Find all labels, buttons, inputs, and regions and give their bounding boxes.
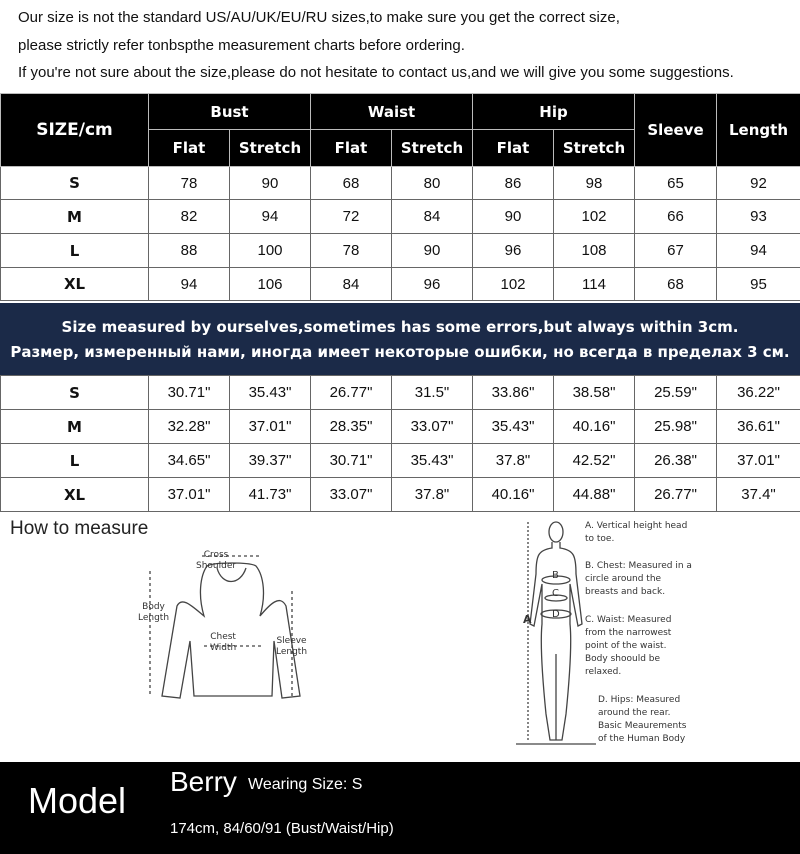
hip-stretch-cell: 98 <box>554 167 635 200</box>
model-wearing-size: Wearing Size: S <box>248 776 363 793</box>
length-cell: 37.01" <box>717 444 800 478</box>
size-label: L <box>1 234 149 268</box>
length-cell: 95 <box>717 268 800 301</box>
waist-flat-cell: 30.71" <box>311 444 392 478</box>
waist-flat-cell: 26.77" <box>311 376 392 410</box>
cm-size-row <box>1 234 800 268</box>
hip-stretch-header: Stretch <box>554 130 635 167</box>
waist-flat-cell: 33.07" <box>311 478 392 512</box>
sweater-diagram <box>132 546 362 716</box>
length-header: Length <box>717 94 800 167</box>
hip-flat-cell: 86 <box>473 167 554 200</box>
inch-size-row <box>1 444 800 478</box>
sleeve-cell: 65 <box>635 167 717 200</box>
bust-stretch-cell: 94 <box>230 200 311 234</box>
hip-flat-cell: 96 <box>473 234 554 268</box>
waist-stretch-cell: 37.8" <box>392 478 473 512</box>
inch-size-row <box>1 376 800 410</box>
notice-line-ru: Размер, измеренный нами, иногда имеет некоторые ошибки, но всегда в пределах 3 см. <box>10 343 790 361</box>
bust-flat-cell: 30.71" <box>149 376 230 410</box>
size-label: M <box>1 410 149 444</box>
waist-stretch-cell: 80 <box>392 167 473 200</box>
hip-flat-cell: 102 <box>473 268 554 301</box>
hip-stretch-cell: 40.16" <box>554 410 635 444</box>
model-label: Model <box>28 780 127 821</box>
size-label: S <box>1 167 149 200</box>
waist-header: Waist <box>311 94 473 130</box>
bust-stretch-cell: 37.01" <box>230 410 311 444</box>
length-cell: 36.61" <box>717 410 800 444</box>
hip-stretch-cell: 102 <box>554 200 635 234</box>
size-label: L <box>1 444 149 478</box>
note-b: B. Chest: Measured in a circle around the breasts and back. <box>585 561 692 597</box>
sweater-outline <box>162 563 300 698</box>
length-cell: 36.22" <box>717 376 800 410</box>
note-d: D. Hips: Measured around the rear. Basic Meaurements of the Human Body <box>598 695 687 744</box>
model-info-bar <box>0 762 800 854</box>
waist-flat-cell: 78 <box>311 234 392 268</box>
hip-flat-header: Flat <box>473 130 554 167</box>
sleeve-cell: 66 <box>635 200 717 234</box>
waist-stretch-cell: 33.07" <box>392 410 473 444</box>
notice-line-en: Size measured by ourselves,sometimes has some errors,but always within 3cm. <box>61 318 739 336</box>
size-label: M <box>1 200 149 234</box>
inch-size-row <box>1 410 800 444</box>
bust-flat-header: Flat <box>149 130 230 167</box>
marker-c: C <box>552 588 559 599</box>
cm-size-row <box>1 268 800 301</box>
bust-stretch-cell: 41.73" <box>230 478 311 512</box>
length-cell: 94 <box>717 234 800 268</box>
waist-flat-cell: 72 <box>311 200 392 234</box>
intro-text <box>0 0 800 94</box>
bust-stretch-header: Stretch <box>230 130 311 167</box>
hip-flat-cell: 33.86" <box>473 376 554 410</box>
bust-flat-cell: 94 <box>149 268 230 301</box>
waist-stretch-cell: 96 <box>392 268 473 301</box>
length-cell: 37.4" <box>717 478 800 512</box>
hip-stretch-cell: 108 <box>554 234 635 268</box>
note-a: A. Vertical height head to toe. <box>585 521 688 544</box>
waist-flat-cell: 68 <box>311 167 392 200</box>
size-label: XL <box>1 478 149 512</box>
note-c: C. Waist: Measured from the narrowest point of the waist. Body shoould be relaxed. <box>585 615 672 677</box>
bust-flat-cell: 34.65" <box>149 444 230 478</box>
model-measurements: 174cm, 84/60/91 (Bust/Waist/Hip) <box>170 820 394 837</box>
bust-stretch-cell: 35.43" <box>230 376 311 410</box>
waist-flat-cell: 84 <box>311 268 392 301</box>
intro-line-1: Our size is not the standard US/AU/UK/EU/RU sizes,to make sure you get the correct size, <box>18 9 620 26</box>
bust-stretch-cell: 90 <box>230 167 311 200</box>
cm-size-row <box>1 167 800 200</box>
model-name: Berry <box>170 766 237 797</box>
length-cell: 92 <box>717 167 800 200</box>
hip-flat-cell: 40.16" <box>473 478 554 512</box>
length-cell: 93 <box>717 200 800 234</box>
bust-flat-cell: 32.28" <box>149 410 230 444</box>
waist-stretch-cell: 84 <box>392 200 473 234</box>
size-header: SIZE/cm <box>1 94 149 167</box>
bust-flat-cell: 78 <box>149 167 230 200</box>
sleeve-cell: 26.77" <box>635 478 717 512</box>
bust-flat-cell: 37.01" <box>149 478 230 512</box>
chest-width-label: Chest Width <box>210 632 237 653</box>
waist-flat-header: Flat <box>311 130 392 167</box>
intro-line-2: please strictly refer tonbspthe measurement charts before ordering. <box>18 37 465 54</box>
bust-flat-cell: 82 <box>149 200 230 234</box>
waist-stretch-cell: 35.43" <box>392 444 473 478</box>
intro-line-3: If you're not sure about the size,please do not hesitate to contact us,and we will give you some suggestions. <box>18 64 734 81</box>
cross-shoulder-label: Cross Shoulder <box>196 550 237 571</box>
sleeve-cell: 68 <box>635 268 717 301</box>
waist-stretch-header: Stretch <box>392 130 473 167</box>
sleeve-cell: 25.98" <box>635 410 717 444</box>
size-table-cm <box>0 93 800 301</box>
marker-a: A <box>523 613 532 626</box>
waist-stretch-cell: 31.5" <box>392 376 473 410</box>
how-to-measure-title: How to measure <box>10 518 149 539</box>
bust-stretch-cell: 39.37" <box>230 444 311 478</box>
sleeve-header: Sleeve <box>635 94 717 167</box>
hip-flat-cell: 37.8" <box>473 444 554 478</box>
hip-stretch-cell: 38.58" <box>554 376 635 410</box>
bust-stretch-cell: 100 <box>230 234 311 268</box>
human-body-diagram <box>516 514 596 754</box>
bust-flat-cell: 88 <box>149 234 230 268</box>
hip-stretch-cell: 42.52" <box>554 444 635 478</box>
inch-size-row <box>1 478 800 512</box>
body-length-label: Body Length <box>138 602 170 623</box>
notice-banner <box>0 303 800 375</box>
bust-header: Bust <box>149 94 311 130</box>
hip-stretch-cell: 44.88" <box>554 478 635 512</box>
hip-header: Hip <box>473 94 635 130</box>
waist-flat-cell: 28.35" <box>311 410 392 444</box>
hip-stretch-cell: 114 <box>554 268 635 301</box>
marker-d: D <box>552 609 560 620</box>
size-label: S <box>1 376 149 410</box>
sleeve-cell: 67 <box>635 234 717 268</box>
waist-stretch-cell: 90 <box>392 234 473 268</box>
bust-stretch-cell: 106 <box>230 268 311 301</box>
cm-size-row <box>1 200 800 234</box>
sleeve-cell: 26.38" <box>635 444 717 478</box>
hip-flat-cell: 35.43" <box>473 410 554 444</box>
marker-b: B <box>552 570 559 581</box>
sleeve-length-label: Sleeve Length <box>276 636 308 657</box>
sleeve-cell: 25.59" <box>635 376 717 410</box>
size-table-inch <box>0 375 800 512</box>
size-label: XL <box>1 268 149 301</box>
hip-flat-cell: 90 <box>473 200 554 234</box>
how-to-measure-section <box>0 510 800 762</box>
